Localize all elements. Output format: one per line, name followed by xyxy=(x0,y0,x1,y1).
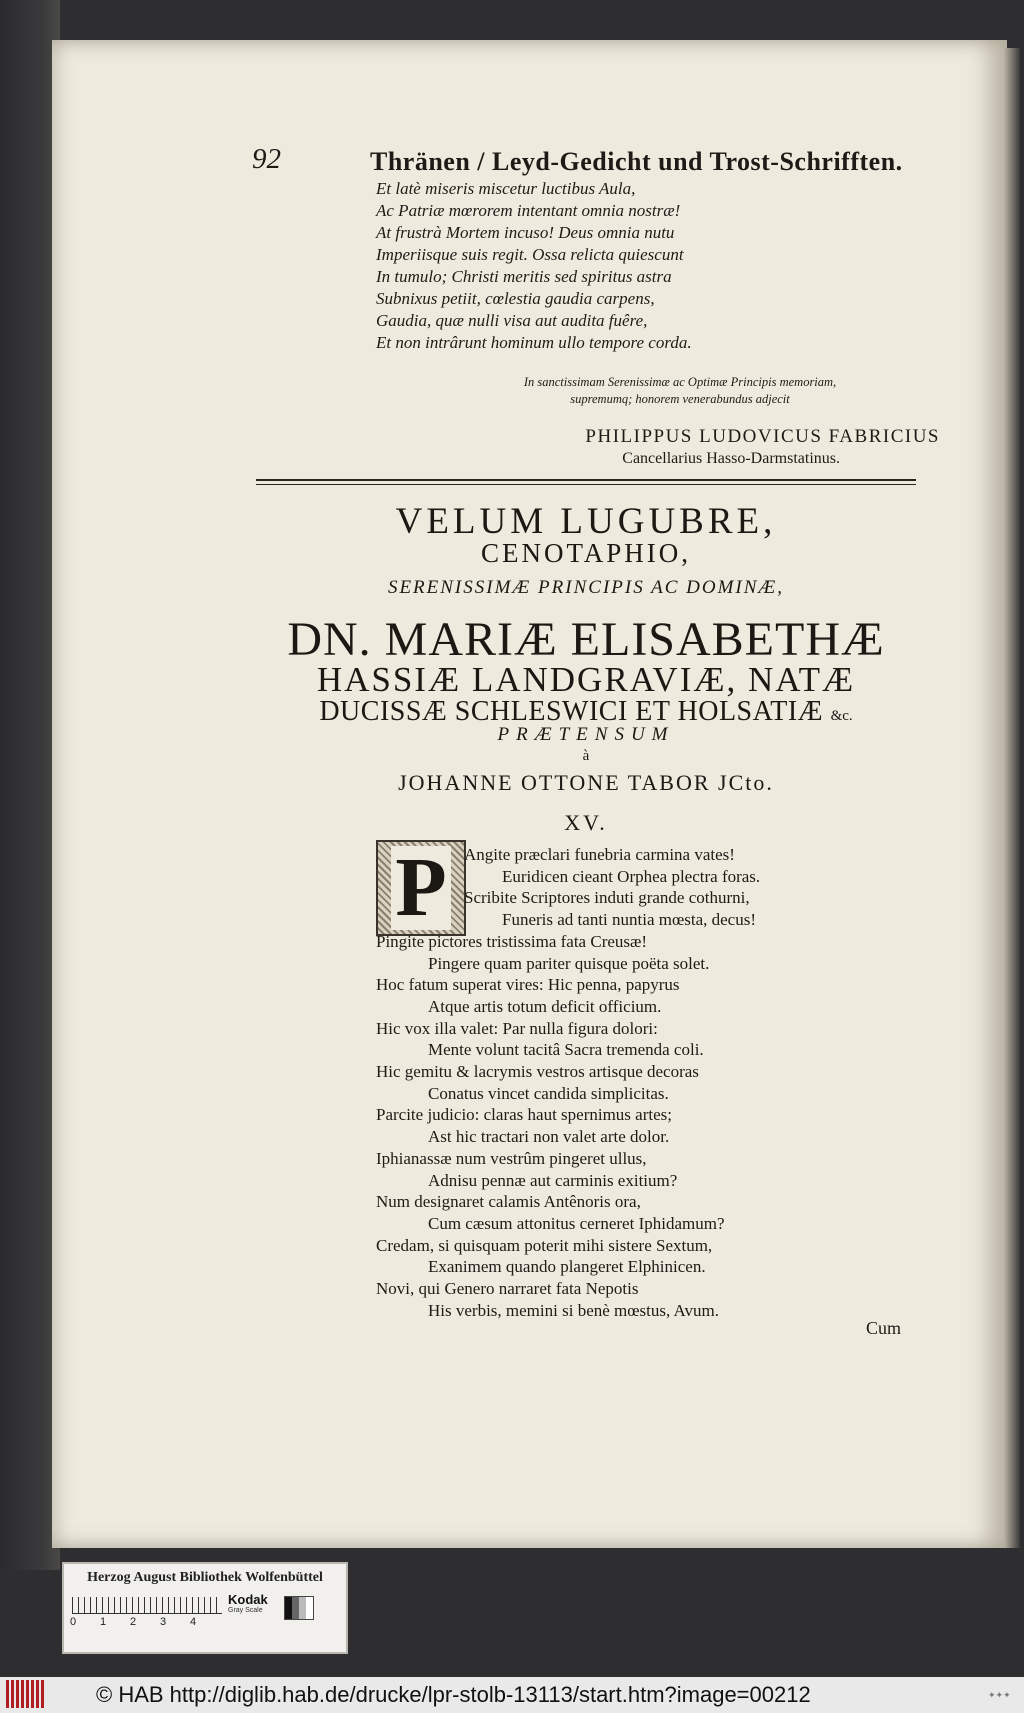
verse-line: Iphianassæ num vestrûm pingeret ullus, xyxy=(376,1148,647,1168)
color-bar-title: Herzog August Bibliothek Wolfenbüttel xyxy=(87,1570,323,1585)
title-line-3: SERENISSIMÆ PRINCIPIS AC DOMINÆ, xyxy=(387,577,785,598)
poem-line: Ac Patriæ mœrorem intentant omnia nostræ! xyxy=(376,201,681,220)
title-line-2: CENOTAPHIO, xyxy=(480,538,692,568)
scale-ruler xyxy=(72,1597,222,1614)
verse-line: Pingere quam pariter quisque poëta solet. xyxy=(428,953,710,973)
dedication-line: In sanctissimam Serenissimæ ac Optimæ Principis memoriam, xyxy=(523,375,837,389)
hab-logo-icon xyxy=(6,1680,46,1708)
scale-number: 1 xyxy=(100,1616,107,1628)
verse-line: His verbis, memini si benè mœstus, Avum. xyxy=(428,1300,720,1320)
section-number: XV. xyxy=(564,810,608,835)
verse-line: Funeris ad tanti nuntia mœsta, decus! xyxy=(502,910,757,930)
verse-line: Ast hic tractari non valet arte dolor. xyxy=(428,1127,670,1147)
book-spine xyxy=(0,0,60,1570)
footer-url[interactable]: © HAB http://diglib.hab.de/drucke/lpr-stolb-13113/start.htm?image=00212 xyxy=(96,1682,811,1707)
scale-number: 0 xyxy=(70,1616,77,1628)
running-title: Thränen / Leyd-Gedicht und Trost-Schrifften. xyxy=(370,147,903,176)
title-line-4: DN. MARIÆ ELISABETHÆ xyxy=(287,613,885,666)
verse-line: Euridicen cieant Orphea plectra foras. xyxy=(502,866,761,886)
verse-line: Atque artis totum deficit officium. xyxy=(428,996,662,1016)
verse-line: Angite præclari funebria carmina vates! xyxy=(464,845,735,864)
title-line-8: à xyxy=(582,748,590,764)
verse-line: Parcite judicio: claras haut spernimus artes; xyxy=(376,1105,672,1125)
verse-line: Adnisu pennæ aut carminis exitium? xyxy=(428,1170,678,1190)
verse-line: Hoc fatum superat vires: Hic penna, papyrus xyxy=(376,975,680,995)
verse-line: Conatus vincet candida simplicitas. xyxy=(428,1083,669,1103)
verse-line: Exanimem quando plangeret Elphinicen. xyxy=(428,1257,706,1277)
verse-line: Pingite pictores tristissima fata Creusæ! xyxy=(376,931,648,951)
initial-letter: P xyxy=(391,846,450,930)
dedication xyxy=(420,374,940,408)
author-name: PHILIPPUS LUDOVICUS FABRICIUS xyxy=(585,426,940,447)
title-line-7: PRÆTENSUM xyxy=(497,724,675,745)
verse-line: Cum cæsum attonitus cerneret Iphidamum? xyxy=(428,1213,725,1233)
verse-line: Scribite Scriptores induti grande cothurni, xyxy=(464,888,750,908)
title-line-6-suffix: &c. xyxy=(830,708,853,724)
scale-number: 3 xyxy=(160,1616,167,1628)
verse-line: Hic gemitu & lacrymis vestros artisque decoras xyxy=(376,1062,699,1082)
author-title: Cancellarius Hasso-Darmstatinus. xyxy=(622,450,840,467)
verse-line: Num designaret calamis Antênoris ora, xyxy=(376,1192,641,1212)
poem-line: Et non intrârunt hominum ullo tempore corda. xyxy=(376,333,692,352)
title-line-1: VELUM LUGUBRE, xyxy=(395,501,777,542)
kodak-sublabel: Gray Scale xyxy=(228,1607,263,1614)
title-line-5: HASSIÆ LANDGRAVIÆ, NATÆ xyxy=(316,660,856,699)
poem-line: Subnixus petiit, cœlestia gaudia carpens, xyxy=(376,289,655,308)
kodak-label: Kodak xyxy=(228,1592,268,1607)
divider-rule xyxy=(256,479,916,485)
poem-line: Et latè miseris miscetur luctibus Aula, xyxy=(376,179,636,198)
scale-number: 4 xyxy=(190,1616,197,1628)
verse-line: Credam, si quisquam poterit mihi sistere Sextum, xyxy=(376,1235,713,1255)
title-line-9: JOHANNE OTTONE TABOR JCto. xyxy=(398,770,774,795)
poem-line: At frustrà Mortem incuso! Deus omnia nutu xyxy=(376,223,675,242)
scale-numbers xyxy=(70,1616,220,1628)
verse-line: Novi, qui Genero narraret fata Nepotis xyxy=(376,1279,639,1299)
poem-line: In tumulo; Christi meritis sed spiritus astra xyxy=(376,267,672,286)
dedication-line: supremumq; honorem venerabundus adjecit xyxy=(570,392,790,406)
verse-body xyxy=(376,844,936,1321)
page-edge xyxy=(1004,48,1020,1548)
footer-mark: ✦✦✦ xyxy=(988,1690,1011,1700)
scale-number: 2 xyxy=(130,1616,137,1628)
gray-swatch xyxy=(284,1596,314,1620)
poem-line: Imperiisque suis regit. Ossa relicta quiescunt xyxy=(376,245,684,264)
verse-line: Hic vox illa valet: Par nulla figura dolori: xyxy=(376,1018,658,1038)
poem-line: Gaudia, quæ nulli visa aut audita fuêre, xyxy=(376,311,648,330)
title-line-6-text: DUCISSÆ SCHLESWICI ET HOLSATIÆ xyxy=(319,696,824,727)
verse-line: Mente volunt tacitâ Sacra tremenda coli. xyxy=(428,1040,704,1060)
page-number: 92 xyxy=(252,143,281,175)
catchword: Cum xyxy=(866,1318,902,1338)
poem-end xyxy=(376,178,936,354)
